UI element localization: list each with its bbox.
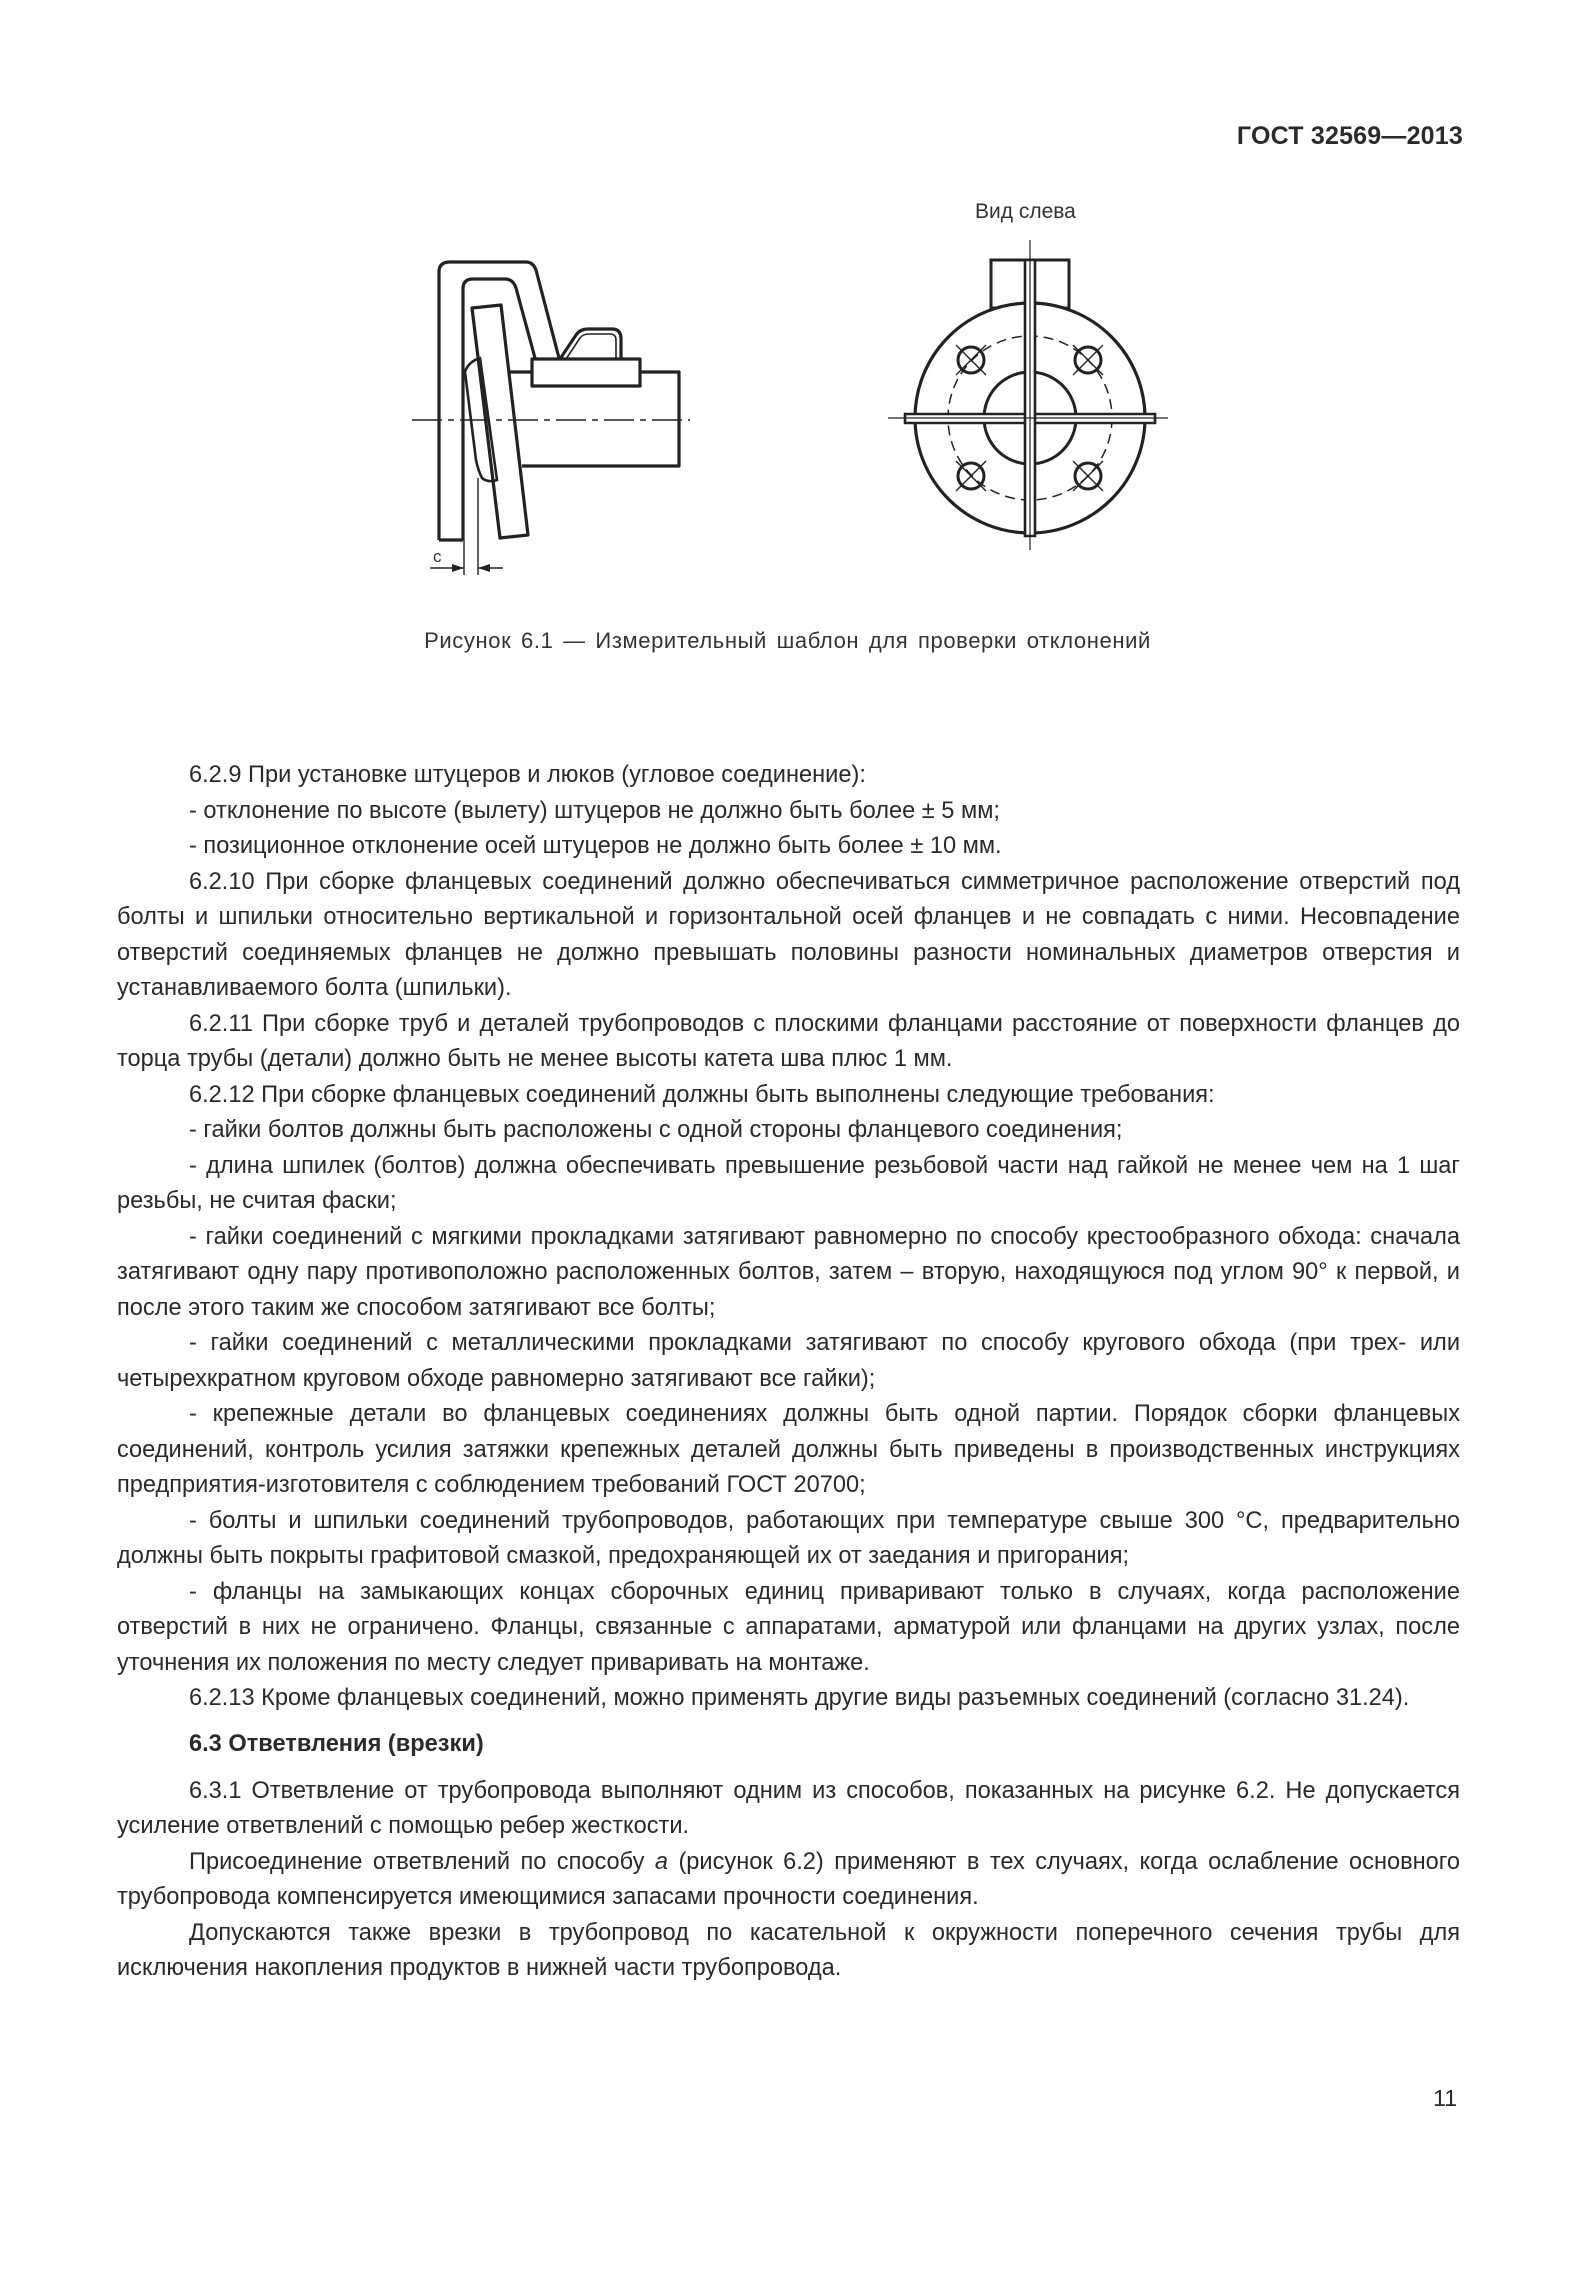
- figure-caption: Рисунок 6.1 — Измерительный шаблон для проверки отклонений: [424, 628, 1151, 653]
- clause-6-3-1-tangent: Допускаются также врезки в трубопровод по касательной к окружности поперечного сечения трубы для исключения накопления продуктов в нижней части трубопровода.: [117, 1919, 1460, 1981]
- clause-6-2-12-item: - гайки болтов должны быть расположены с одной стороны фланцевого соединения;: [189, 1117, 1123, 1143]
- clause-6-2-13: 6.2.13 Кроме фланцевых соединений, можно применять другие виды разъемных соединений (согласно 31.24).: [189, 1685, 1410, 1711]
- clause-6-2-11: 6.2.11 При сборке труб и деталей трубопроводов с плоскими фланцами расстояние от поверхности фланцев до торца трубы (детали) должно быть не менее высоты катета шва плюс 1 мм.: [117, 1010, 1460, 1072]
- flange-left-view: [888, 240, 1168, 550]
- side-view-label: Вид слева: [975, 200, 1076, 223]
- clause-6-2-12-item: - длина шпилек (болтов) должна обеспечивать превышение резьбовой части над гайкой не менее чем на 1 шаг резьбы, не считая фаски;: [117, 1152, 1460, 1214]
- clause-6-3-1-method-a: [117, 1845, 1460, 1916]
- clause-6-2-12-item: - фланцы на замыкающих концах сборочных единиц приваривают только в случаях, когда расположение отверстий в них не ограничено. Фланцы, связанные с аппаратами, арматурой или фланцами на других узлах, после уточнения их положения по месту следует приваривать на монтаже.: [117, 1578, 1460, 1676]
- clause-6-2-12-item: - болты и шпильки соединений трубопроводов, работающих при температуре свыше 300 °С, предварительно должны быть покрыты графитовой смазкой, предохраняющей их от заедания и пригорания;: [117, 1507, 1460, 1569]
- document-standard-id: ГОСТ 32569—2013: [1236, 122, 1463, 150]
- clause-6-2-9-item: - позиционное отклонение осей штуцеров не должно быть более ± 10 мм.: [189, 833, 1002, 859]
- text-span: Присоединение ответвлений по способу: [189, 1848, 655, 1875]
- dimension-label-c: с: [433, 547, 442, 566]
- clause-6-2-9: 6.2.9 При установке штуцеров и люков (угловое соединение):: [189, 762, 866, 788]
- document-body: [117, 758, 1460, 1987]
- clause-6-2-12: 6.2.12 При сборке фланцевых соединений должны быть выполнены следующие требования:: [189, 1081, 1215, 1108]
- tilted-flange: [472, 305, 528, 538]
- measuring-template-drawing: [0, 190, 1575, 610]
- figure-6-1: [0, 190, 1575, 610]
- clause-6-2-9-item: - отклонение по высоте (вылету) штуцеров не должно быть более ± 5 мм;: [189, 797, 1000, 824]
- clause-6-2-10: 6.2.10 При сборке фланцевых соединений должно обеспечиваться симметричное расположение отверстий под болты и шпильки относительно вертикальной и горизонтальной осей фланцев и не совпадать с ними. Несовпадение отверстий соединяемых фланцев не должно превышать половины разности номинальных диаметров отверстия и устанавливаемого болта (шпильки).: [117, 868, 1460, 1001]
- section-heading-6-3: 6.3 Ответвления (врезки): [189, 1730, 484, 1757]
- clause-6-2-12-item: - гайки соединений с металлическими прокладками затягивают по способу кругового обхода (при трех- или четырехкратном круговом обходе равномерно затягивают все гайки);: [117, 1330, 1460, 1392]
- method-letter: а: [654, 1848, 669, 1875]
- clause-6-2-12-item: - крепежные детали во фланцевых соединениях должны быть одной партии. Порядок сборки фланцевых соединений, контроль усилия затяжки крепежных деталей должны быть приведены в производственных инструкциях предприятия-изготовителя с соблюдением требований ГОСТ 20700;: [117, 1401, 1460, 1498]
- page-number: 11: [1433, 2085, 1457, 2111]
- clamp-base: [532, 359, 640, 386]
- text-span: (рисунок 6.2) применяют в тех случаях, когда ослабление основного трубопровода компенсируется имеющимися запасами прочности соединения.: [117, 1848, 1460, 1910]
- clause-6-2-12-item: - гайки соединений с мягкими прокладками затягивают равномерно по способу крестообразного обхода: сначала затягивают одну пару противоположно расположенных болтов, затем – вторую, находящуюся под углом 90° к первой, и после этого таким же способом затягивают все болты;: [117, 1223, 1460, 1321]
- clause-6-3-1: 6.3.1 Ответвление от трубопровода выполняют одним из способов, показанных на рисунке 6.2. Не допускается усиление ответвлений с помощью ребер жесткости.: [117, 1777, 1460, 1839]
